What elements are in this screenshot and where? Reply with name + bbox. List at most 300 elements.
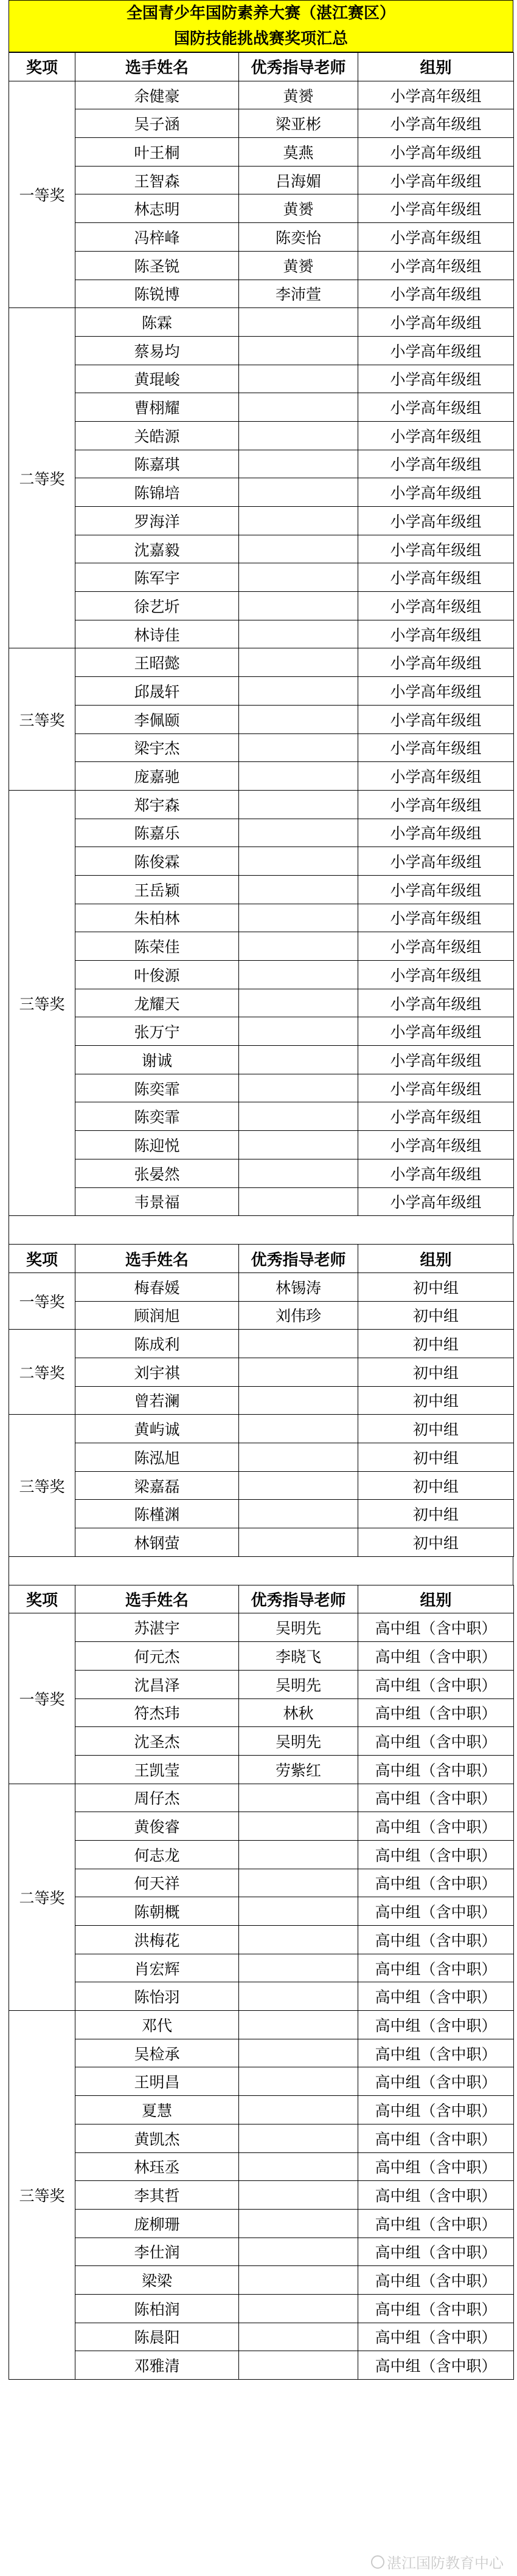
contestant-name: 刘宇祺 [75, 1358, 239, 1386]
instructor-name [239, 450, 358, 478]
group-name: 高中组（含中职） [358, 1784, 514, 1812]
table-row [9, 2209, 514, 2238]
table-row [9, 194, 514, 223]
contestant-name: 陈怡羽 [75, 1982, 239, 2011]
instructor-name [239, 1330, 358, 1358]
group-name: 小学高年级组 [358, 1046, 514, 1074]
table-row [9, 2039, 514, 2067]
group-name: 小学高年级组 [358, 1074, 514, 1102]
instructor-name [239, 2323, 358, 2351]
instructor-name [239, 478, 358, 507]
award-table-primary [9, 52, 514, 1216]
table-row [9, 1187, 514, 1216]
table-row [9, 2238, 514, 2266]
table-row [9, 2181, 514, 2210]
instructor-name: 黄赟 [239, 251, 358, 280]
contestant-name: 徐艺圻 [75, 592, 239, 620]
table-row [9, 1046, 514, 1074]
title-line-2: 国防技能挑战赛奖项汇总 [173, 30, 348, 48]
table-row [9, 1840, 514, 1869]
contestant-name: 肖宏辉 [75, 1954, 239, 1982]
table-row [9, 1017, 514, 1046]
contestant-name: 陈朝概 [75, 1897, 239, 1926]
group-name: 小学高年级组 [358, 308, 514, 337]
group-name: 小学高年级组 [358, 648, 514, 677]
instructor-name [239, 819, 358, 847]
group-name: 小学高年级组 [358, 819, 514, 847]
instructor-name [239, 677, 358, 706]
group-name: 小学高年级组 [358, 194, 514, 223]
group-name: 高中组（含中职） [358, 2209, 514, 2238]
table-row [9, 2067, 514, 2096]
contestant-name: 叶王桐 [75, 138, 239, 167]
contestant-name: 陈柏润 [75, 2294, 239, 2323]
table-row [9, 932, 514, 961]
contestant-name: 庞柳珊 [75, 2209, 239, 2238]
group-name: 初中组 [358, 1273, 514, 1301]
contestant-name: 郑宇森 [75, 790, 239, 819]
contestant-name: 梅春媛 [75, 1273, 239, 1301]
title-line-1: 全国青少年国防素养大赛（湛江赛区） [126, 4, 395, 22]
table-row [9, 421, 514, 450]
table-row [9, 1131, 514, 1159]
instructor-name [239, 2011, 358, 2039]
instructor-name [239, 1954, 358, 1982]
table-row [9, 336, 514, 365]
table-row [9, 1784, 514, 1812]
header-row [9, 1585, 514, 1613]
table-row [9, 1528, 514, 1557]
group-name: 初中组 [358, 1471, 514, 1500]
instructor-name: 劳紫红 [239, 1755, 358, 1784]
watermark-text: 湛江国防教育中心 [387, 2555, 504, 2572]
instructor-name [239, 2266, 358, 2295]
group-name: 小学高年级组 [358, 507, 514, 535]
contestant-name: 沈圣杰 [75, 1727, 239, 1756]
contestant-name: 陈嘉琪 [75, 450, 239, 478]
contestant-name: 陈晨阳 [75, 2323, 239, 2351]
contestant-name: 何志龙 [75, 1840, 239, 1869]
instructor-name: 刘伟珍 [239, 1301, 358, 1330]
contestant-name: 陈锐博 [75, 280, 239, 308]
contestant-name: 沈昌泽 [75, 1670, 239, 1698]
instructor-name: 吕海媚 [239, 166, 358, 194]
award-cell: 一等奖 [9, 1613, 75, 1784]
contestant-name: 吴子涵 [75, 109, 239, 138]
table-row [9, 308, 514, 337]
contestant-name: 梁嘉磊 [75, 1471, 239, 1500]
award-cell: 一等奖 [9, 81, 75, 308]
instructor-name [239, 961, 358, 989]
instructor-name [239, 1500, 358, 1528]
contestant-name: 沈嘉毅 [75, 535, 239, 563]
instructor-name [239, 1443, 358, 1472]
group-name: 小学高年级组 [358, 1102, 514, 1131]
instructor-name [239, 932, 358, 961]
table-row [9, 790, 514, 819]
group-name: 高中组（含中职） [358, 1613, 514, 1642]
group-name: 高中组（含中职） [358, 1926, 514, 1954]
table-row [9, 450, 514, 478]
contestant-name: 余健豪 [75, 81, 239, 109]
header-cell: 组别 [358, 1585, 514, 1613]
instructor-name [239, 2152, 358, 2181]
header-cell: 优秀指导老师 [239, 1245, 358, 1273]
instructor-name [239, 2039, 358, 2067]
contestant-name: 蔡易均 [75, 336, 239, 365]
instructor-name [239, 308, 358, 337]
group-name: 高中组（含中职） [358, 1812, 514, 1841]
group-name: 小学高年级组 [358, 166, 514, 194]
instructor-name [239, 2294, 358, 2323]
award-cell: 三等奖 [9, 1415, 75, 1556]
group-name: 小学高年级组 [358, 81, 514, 109]
instructor-name [239, 1074, 358, 1102]
contestant-name: 苏湛宇 [75, 1613, 239, 1642]
contestant-name: 林诗佳 [75, 620, 239, 648]
group-name: 小学高年级组 [358, 109, 514, 138]
contestant-name: 黄琨峻 [75, 365, 239, 393]
group-name: 高中组（含中职） [358, 1670, 514, 1698]
instructor-name [239, 1982, 358, 2011]
instructor-name [239, 1159, 358, 1187]
instructor-name [239, 1869, 358, 1897]
table-row [9, 2351, 514, 2380]
table-row [9, 819, 514, 847]
instructor-name [239, 592, 358, 620]
table-row [9, 1954, 514, 1982]
group-name: 初中组 [358, 1358, 514, 1386]
group-name: 高中组（含中职） [358, 2039, 514, 2067]
table-row [9, 109, 514, 138]
table-row [9, 1755, 514, 1784]
contestant-name: 韦景福 [75, 1187, 239, 1216]
header-cell: 选手姓名 [75, 1245, 239, 1273]
instructor-name: 黄赟 [239, 194, 358, 223]
group-name: 初中组 [358, 1330, 514, 1358]
group-name: 小学高年级组 [358, 478, 514, 507]
group-name: 小学高年级组 [358, 223, 514, 252]
table-row [9, 1698, 514, 1727]
group-name: 小学高年级组 [358, 1159, 514, 1187]
table-row [9, 1727, 514, 1756]
wechat-icon [371, 2555, 384, 2569]
instructor-name [239, 875, 358, 904]
instructor-name [239, 1415, 358, 1443]
group-name: 初中组 [358, 1301, 514, 1330]
contestant-name: 李仕润 [75, 2238, 239, 2266]
title-banner [9, 0, 513, 52]
contestant-name: 叶俊源 [75, 961, 239, 989]
group-name: 小学高年级组 [358, 875, 514, 904]
contestant-name: 陈迎悦 [75, 1131, 239, 1159]
group-name: 小学高年级组 [358, 989, 514, 1017]
contestant-name: 李佩颐 [75, 705, 239, 733]
instructor-name [239, 1386, 358, 1415]
table-row [9, 166, 514, 194]
header-cell: 选手姓名 [75, 1585, 239, 1613]
group-name: 小学高年级组 [358, 762, 514, 791]
contestant-name: 曾若澜 [75, 1386, 239, 1415]
group-name: 高中组（含中职） [358, 1755, 514, 1784]
contestant-name: 洪梅花 [75, 1926, 239, 1954]
group-name: 小学高年级组 [358, 1187, 514, 1216]
table-row [9, 478, 514, 507]
table-row [9, 280, 514, 308]
contestant-name: 关皓源 [75, 421, 239, 450]
contestant-name: 谢诚 [75, 1046, 239, 1074]
group-name: 初中组 [358, 1500, 514, 1528]
group-name: 高中组（含中职） [358, 1954, 514, 1982]
group-name: 小学高年级组 [358, 904, 514, 932]
contestant-name: 邓代 [75, 2011, 239, 2039]
table-row [9, 1471, 514, 1500]
instructor-name [239, 393, 358, 422]
group-name: 高中组（含中职） [358, 2323, 514, 2351]
contestant-name: 邱晟轩 [75, 677, 239, 706]
group-name: 初中组 [358, 1528, 514, 1557]
table-row [9, 875, 514, 904]
table-row [9, 1102, 514, 1131]
group-name: 高中组（含中职） [358, 1840, 514, 1869]
contestant-name: 陈圣锐 [75, 251, 239, 280]
instructor-name [239, 1471, 358, 1500]
table-row [9, 223, 514, 252]
group-name: 高中组（含中职） [358, 1698, 514, 1727]
contestant-name: 张万宁 [75, 1017, 239, 1046]
contestant-name: 陈俊霖 [75, 847, 239, 876]
award-cell: 二等奖 [9, 1784, 75, 2011]
group-name: 高中组（含中职） [358, 2266, 514, 2295]
contestant-name: 庞嘉驰 [75, 762, 239, 791]
instructor-name [239, 365, 358, 393]
table-row [9, 592, 514, 620]
group-name: 高中组（含中职） [358, 2351, 514, 2380]
contestant-name: 陈奕霏 [75, 1102, 239, 1131]
contestant-name: 朱柏林 [75, 904, 239, 932]
instructor-name: 梁亚彬 [239, 109, 358, 138]
instructor-name [239, 1187, 358, 1216]
table-row [9, 563, 514, 592]
instructor-name [239, 790, 358, 819]
contestant-name: 李其哲 [75, 2181, 239, 2210]
instructor-name [239, 1897, 358, 1926]
instructor-name [239, 563, 358, 592]
group-name: 小学高年级组 [358, 733, 514, 762]
group-name: 高中组（含中职） [358, 2181, 514, 2210]
instructor-name [239, 336, 358, 365]
table-row [9, 847, 514, 876]
instructor-name: 林秋 [239, 1698, 358, 1727]
instructor-name [239, 1784, 358, 1812]
table-row [9, 1613, 514, 1642]
table-row [9, 1670, 514, 1698]
table-row [9, 2152, 514, 2181]
contestant-name: 黄屿诚 [75, 1415, 239, 1443]
header-cell: 优秀指导老师 [239, 53, 358, 81]
header-cell: 优秀指导老师 [239, 1585, 358, 1613]
instructor-name [239, 535, 358, 563]
table-row [9, 1642, 514, 1671]
group-name: 高中组（含中职） [358, 1869, 514, 1897]
contestant-name: 陈军宇 [75, 563, 239, 592]
group-name: 小学高年级组 [358, 393, 514, 422]
contestant-name: 顾润旭 [75, 1301, 239, 1330]
instructor-name [239, 648, 358, 677]
instructor-name: 莫燕 [239, 138, 358, 167]
header-row [9, 53, 514, 81]
header-row [9, 1245, 514, 1273]
table-row [9, 1869, 514, 1897]
instructor-name [239, 1102, 358, 1131]
contestant-name: 冯梓峰 [75, 223, 239, 252]
table-row [9, 2096, 514, 2124]
table-row [9, 2266, 514, 2295]
contestant-name: 陈成利 [75, 1330, 239, 1358]
contestant-name: 吴检承 [75, 2039, 239, 2067]
instructor-name [239, 1046, 358, 1074]
contestant-name: 陈嘉乐 [75, 819, 239, 847]
award-sheet [9, 0, 513, 2380]
header-cell: 选手姓名 [75, 53, 239, 81]
table-row [9, 365, 514, 393]
award-tables [9, 52, 513, 2380]
group-name: 高中组（含中职） [358, 1897, 514, 1926]
group-name: 初中组 [358, 1443, 514, 1472]
group-name: 小学高年级组 [358, 138, 514, 167]
contestant-name: 陈槿渊 [75, 1500, 239, 1528]
contestant-name: 王智森 [75, 166, 239, 194]
contestant-name: 罗海洋 [75, 507, 239, 535]
table-row [9, 904, 514, 932]
contestant-name: 陈锦培 [75, 478, 239, 507]
table-row [9, 1415, 514, 1443]
contestant-name: 邓雅清 [75, 2351, 239, 2380]
instructor-name: 吴明先 [239, 1613, 358, 1642]
instructor-name [239, 421, 358, 450]
group-name: 小学高年级组 [358, 677, 514, 706]
group-name: 小学高年级组 [358, 535, 514, 563]
contestant-name: 陈奕霏 [75, 1074, 239, 1102]
instructor-name [239, 2181, 358, 2210]
table-row [9, 81, 514, 109]
table-row [9, 535, 514, 563]
table-row [9, 1982, 514, 2011]
award-cell: 三等奖 [9, 790, 75, 1215]
instructor-name [239, 904, 358, 932]
instructor-name [239, 1926, 358, 1954]
instructor-name: 吴明先 [239, 1670, 358, 1698]
contestant-name: 黄俊睿 [75, 1812, 239, 1841]
group-name: 高中组（含中职） [358, 1982, 514, 2011]
header-cell: 奖项 [9, 1585, 75, 1613]
table-row [9, 677, 514, 706]
table-row [9, 2294, 514, 2323]
group-name: 小学高年级组 [358, 932, 514, 961]
instructor-name [239, 2209, 358, 2238]
table-row [9, 1358, 514, 1386]
header-cell: 组别 [358, 1245, 514, 1273]
group-name: 小学高年级组 [358, 961, 514, 989]
contestant-name: 曹栩耀 [75, 393, 239, 422]
table-row [9, 393, 514, 422]
contestant-name: 何元杰 [75, 1642, 239, 1671]
contestant-name: 王岳颖 [75, 875, 239, 904]
table-row [9, 251, 514, 280]
contestant-name: 陈泓旭 [75, 1443, 239, 1472]
contestant-name: 林珏丞 [75, 2152, 239, 2181]
instructor-name [239, 620, 358, 648]
table-row [9, 1159, 514, 1187]
award-table-junior [9, 1244, 514, 1557]
instructor-name [239, 2067, 358, 2096]
section-gap [9, 1216, 513, 1244]
table-row [9, 2124, 514, 2152]
instructor-name [239, 847, 358, 876]
group-name: 小学高年级组 [358, 847, 514, 876]
group-name: 高中组（含中职） [358, 1727, 514, 1756]
table-row [9, 1443, 514, 1472]
contestant-name: 林钢萤 [75, 1528, 239, 1557]
contestant-name: 林志明 [75, 194, 239, 223]
instructor-name [239, 1840, 358, 1869]
instructor-name [239, 989, 358, 1017]
group-name: 小学高年级组 [358, 790, 514, 819]
table-row [9, 961, 514, 989]
group-name: 高中组（含中职） [358, 2011, 514, 2039]
table-row [9, 989, 514, 1017]
group-name: 初中组 [358, 1386, 514, 1415]
contestant-name: 符杰玮 [75, 1698, 239, 1727]
group-name: 小学高年级组 [358, 450, 514, 478]
table-row [9, 1386, 514, 1415]
group-name: 高中组（含中职） [358, 1642, 514, 1671]
table-row [9, 762, 514, 791]
instructor-name [239, 1017, 358, 1046]
award-cell: 二等奖 [9, 308, 75, 648]
contestant-name: 王凯莹 [75, 1755, 239, 1784]
table-row [9, 620, 514, 648]
contestant-name: 王明昌 [75, 2067, 239, 2096]
contestant-name: 黄凯杰 [75, 2124, 239, 2152]
contestant-name: 龙耀天 [75, 989, 239, 1017]
group-name: 高中组（含中职） [358, 2294, 514, 2323]
contestant-name: 夏慧 [75, 2096, 239, 2124]
instructor-name [239, 733, 358, 762]
contestant-name: 梁宇杰 [75, 733, 239, 762]
instructor-name [239, 762, 358, 791]
group-name: 高中组（含中职） [358, 2067, 514, 2096]
instructor-name [239, 2124, 358, 2152]
group-name: 高中组（含中职） [358, 2238, 514, 2266]
table-row [9, 1897, 514, 1926]
group-name: 高中组（含中职） [358, 2152, 514, 2181]
watermark [371, 2551, 504, 2572]
award-table-senior [9, 1585, 514, 2380]
instructor-name: 黄赟 [239, 81, 358, 109]
contestant-name: 陈荣佳 [75, 932, 239, 961]
table-row [9, 1273, 514, 1301]
group-name: 小学高年级组 [358, 1017, 514, 1046]
header-cell: 奖项 [9, 53, 75, 81]
instructor-name [239, 1131, 358, 1159]
instructor-name [239, 1358, 358, 1386]
contestant-name: 陈霖 [75, 308, 239, 337]
table-row [9, 1301, 514, 1330]
award-cell: 三等奖 [9, 2011, 75, 2380]
instructor-name [239, 2238, 358, 2266]
group-name: 初中组 [358, 1415, 514, 1443]
